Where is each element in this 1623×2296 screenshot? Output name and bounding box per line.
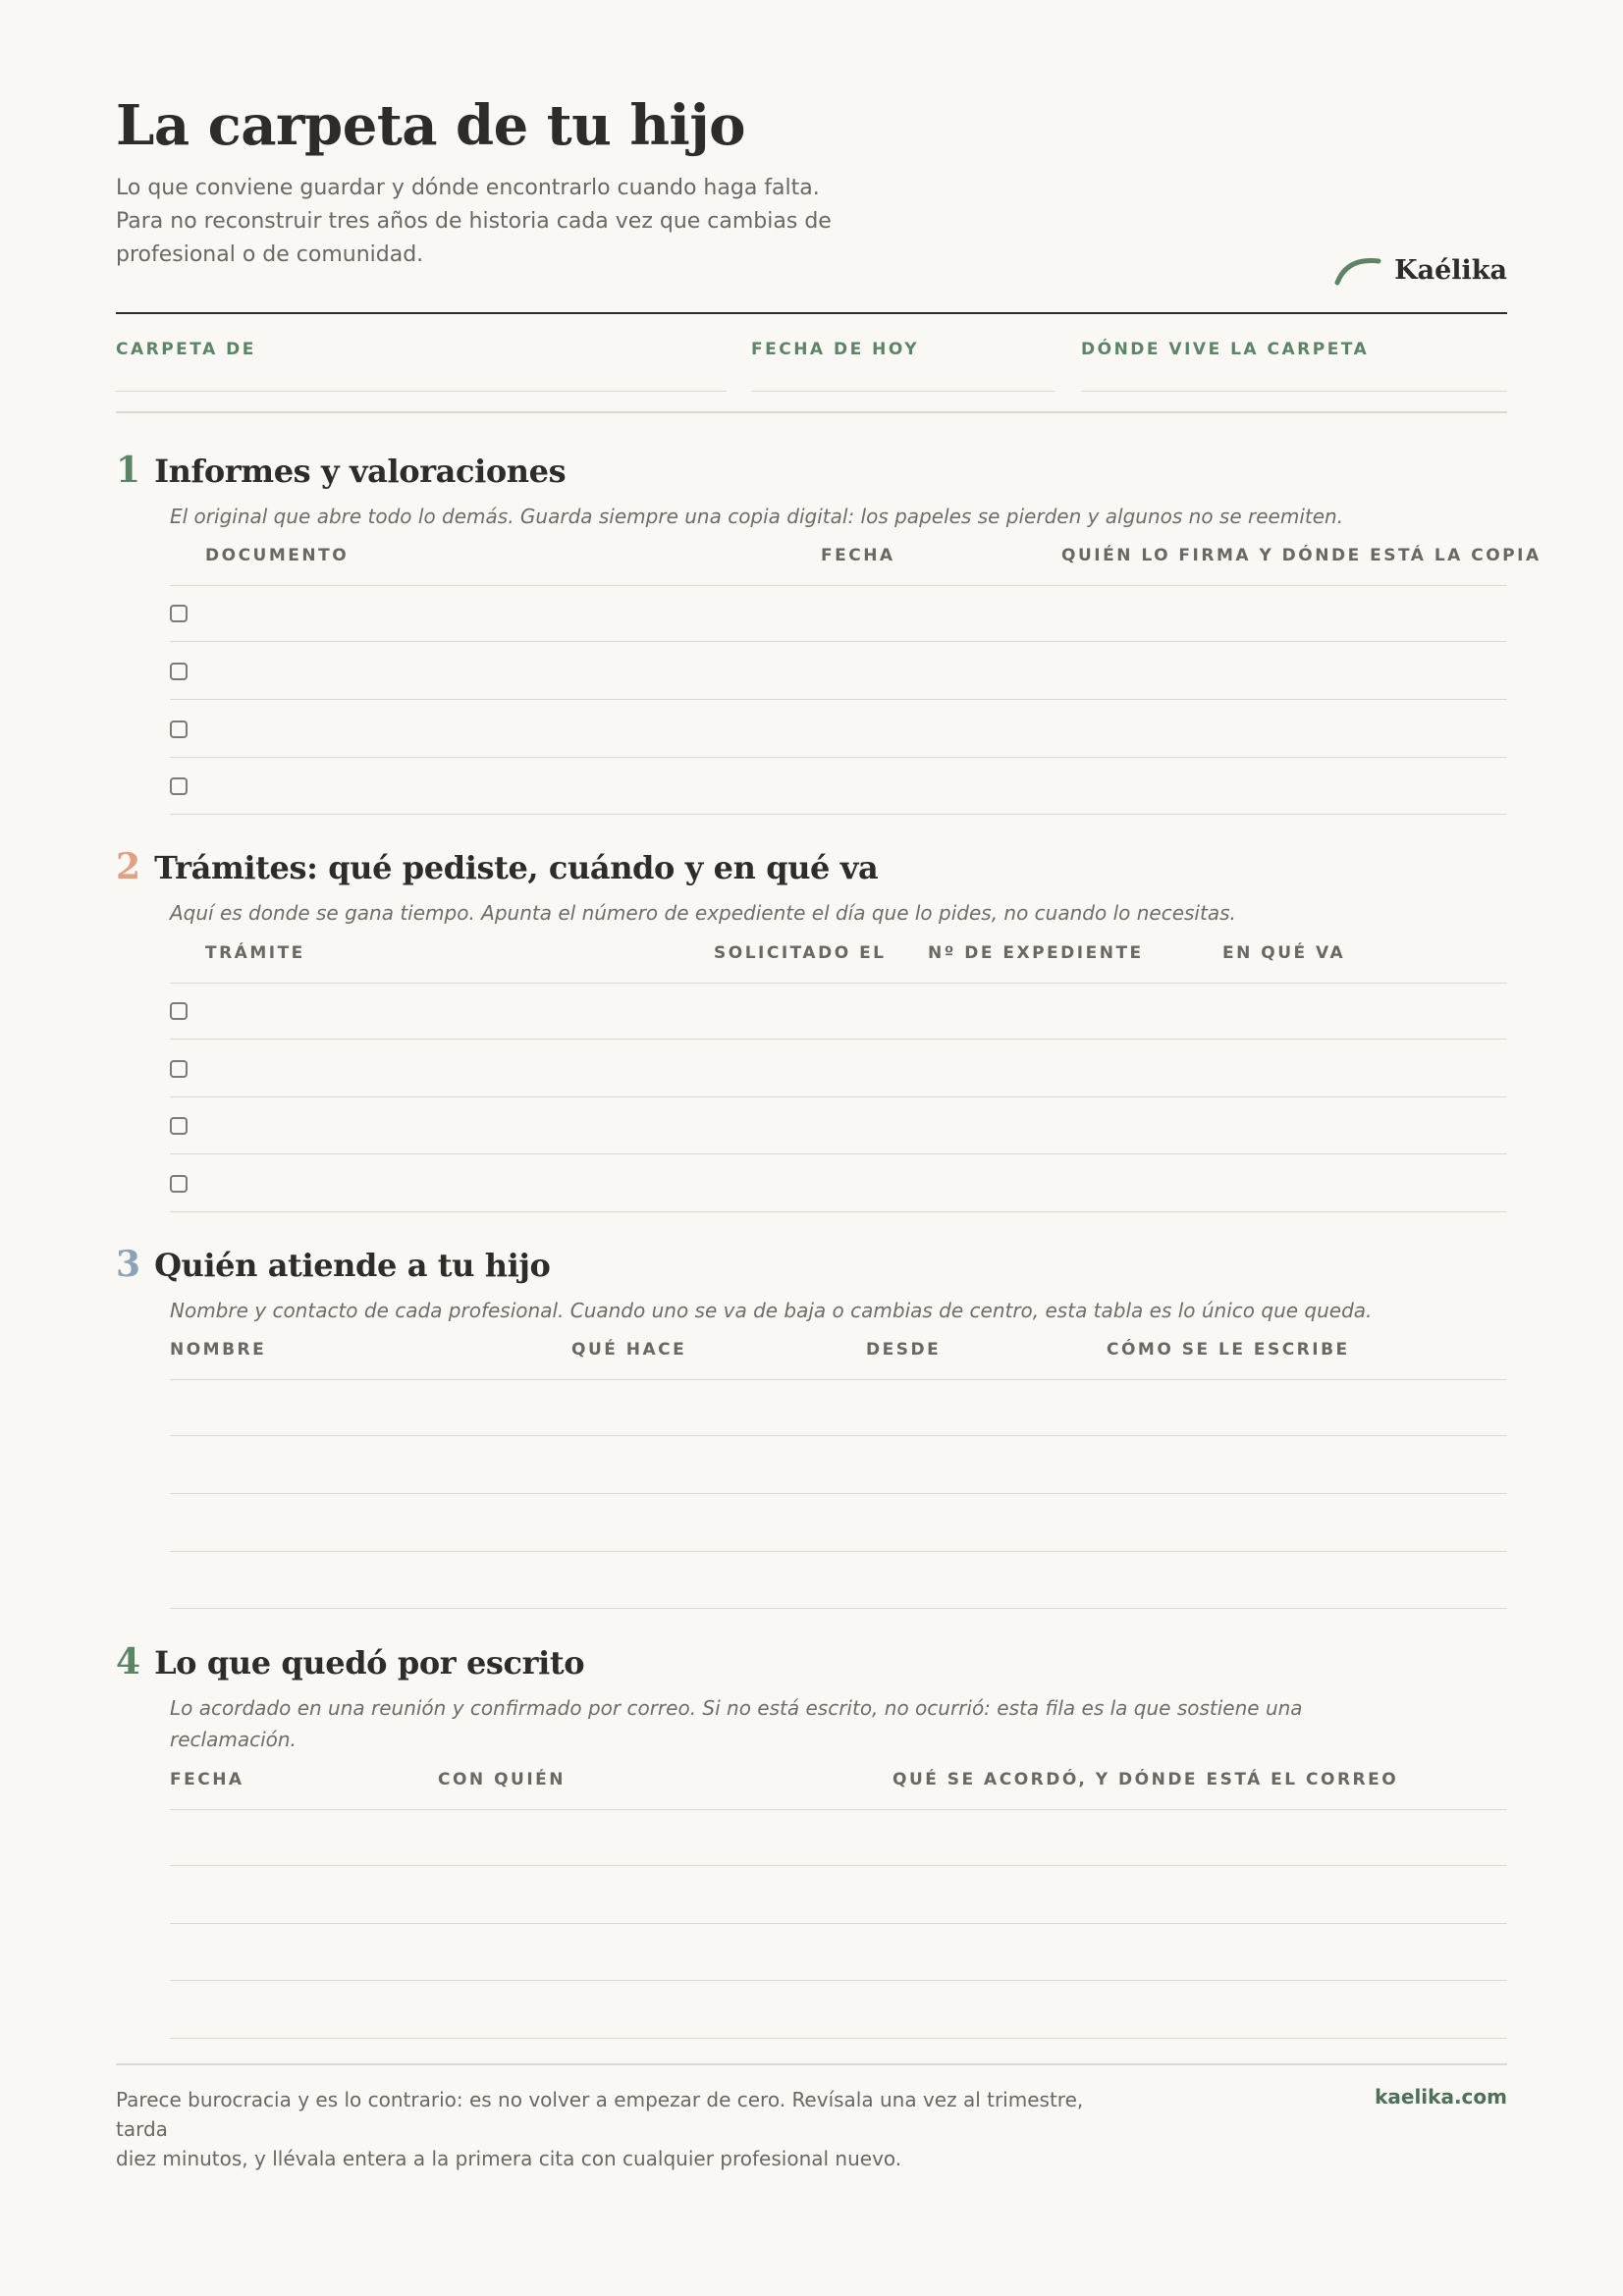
column-header: EN QUÉ VA	[1222, 943, 1346, 963]
checkbox[interactable]	[170, 1002, 188, 1020]
column-headers	[170, 1770, 1507, 1810]
table-row[interactable]	[170, 642, 1507, 700]
section-heading	[116, 846, 878, 887]
meta-field-donde[interactable]	[1081, 340, 1507, 392]
footer-note-line: diez minutos, y llévala entera a la primera cita con cualquier profesional nuevo.	[116, 2147, 902, 2170]
footer-site-link[interactable]: kaelika.com	[1375, 2085, 1507, 2109]
column-header: TRÁMITE	[205, 943, 305, 963]
table-row[interactable]	[170, 1981, 1507, 2039]
table-row[interactable]	[170, 1378, 1507, 1436]
table-row[interactable]	[170, 1096, 1507, 1154]
footer-divider	[116, 2063, 1507, 2065]
section-number: 4	[116, 1641, 141, 1682]
table-row[interactable]	[170, 700, 1507, 758]
section-informes	[116, 450, 1542, 813]
meta-field-carpeta[interactable]	[116, 340, 727, 392]
meta-fields	[116, 340, 1507, 391]
section-description: Aquí es donde se gana tiempo. Apunta el número de expediente el día que lo pides, no cuando lo necesitas.	[170, 901, 1236, 925]
section-heading	[116, 450, 566, 491]
column-header: QUIÉN LO FIRMA Y DÓNDE ESTÁ LA COPIA	[1061, 546, 1542, 565]
column-header: CON QUIÉN	[438, 1770, 566, 1789]
column-headers	[170, 1340, 1507, 1380]
section-por-escrito	[116, 1641, 1507, 2044]
checkbox[interactable]	[170, 1117, 188, 1135]
section-profesionales	[116, 1244, 1507, 1607]
page-subtitle	[116, 172, 862, 272]
table-row[interactable]	[170, 757, 1507, 815]
page	[116, 0, 1542, 2296]
column-header: Nº DE EXPEDIENTE	[928, 943, 1144, 963]
section-heading	[116, 1641, 584, 1682]
column-headers	[170, 546, 1542, 586]
table-row[interactable]	[170, 982, 1507, 1040]
table-row[interactable]	[170, 1923, 1507, 1981]
column-header: DESDE	[866, 1340, 942, 1360]
table-row[interactable]	[170, 1040, 1507, 1097]
footer-note-line: Parece burocracia y es lo contrario: es no volver a empezar de cero. Revísala una vez al trimestre, tarda	[116, 2088, 1084, 2141]
meta-label: FECHA DE HOY	[751, 340, 920, 359]
checkbox[interactable]	[170, 721, 188, 738]
section-title: Quién atiende a tu hijo	[154, 1247, 551, 1284]
table-row[interactable]	[170, 584, 1507, 642]
table-row[interactable]	[170, 1494, 1507, 1552]
footer-note	[116, 2085, 1127, 2173]
subtitle-line: profesional o de comunidad.	[116, 242, 424, 267]
subtitle-line: Lo que conviene guardar y dónde encontrarlo cuando haga falta.	[116, 176, 820, 200]
section-description: Lo acordado en una reunión y confirmado por correo. Si no está escrito, no ocurrió: esta fila es la que sostiene una reclamación.	[170, 1696, 1303, 1751]
header-divider	[116, 312, 1507, 314]
section-tramites	[116, 846, 1507, 1209]
table-row[interactable]	[170, 1154, 1507, 1212]
section-description: El original que abre todo lo demás. Guarda siempre una copia digital: los papeles se pierden y algunos no se reemiten.	[170, 505, 1344, 528]
column-header: CÓMO SE LE ESCRIBE	[1107, 1340, 1350, 1360]
column-header: FECHA	[821, 546, 895, 565]
table-row[interactable]	[170, 1808, 1507, 1866]
table-row[interactable]	[170, 1436, 1507, 1494]
brand-name: Kaélika	[1394, 254, 1507, 286]
checkbox[interactable]	[170, 1175, 188, 1193]
column-header: DOCUMENTO	[205, 546, 350, 565]
meta-label: DÓNDE VIVE LA CARPETA	[1081, 340, 1370, 359]
section-title: Lo que quedó por escrito	[154, 1644, 585, 1682]
column-header: SOLICITADO EL	[714, 943, 887, 963]
section-description: Nombre y contacto de cada profesional. Cuando uno se va de baja o cambias de centro, esta tabla es lo único que queda.	[170, 1299, 1373, 1322]
column-headers	[170, 943, 1507, 984]
checkbox[interactable]	[170, 605, 188, 622]
section-number: 3	[116, 1244, 141, 1285]
checkbox[interactable]	[170, 663, 188, 680]
table-row[interactable]	[170, 1866, 1507, 1924]
meta-field-fecha[interactable]	[751, 340, 1055, 392]
subtitle-line: Para no reconstruir tres años de historia cada vez que cambias de	[116, 209, 832, 234]
arc-logo-icon	[1333, 253, 1382, 287]
meta-label: CARPETA DE	[116, 340, 256, 359]
page-title: La carpeta de tu hijo	[116, 93, 745, 158]
section-title: Trámites: qué pediste, cuándo y en qué va	[154, 849, 879, 886]
table-row[interactable]	[170, 1551, 1507, 1609]
column-header: FECHA	[170, 1770, 244, 1789]
checkbox[interactable]	[170, 777, 188, 795]
meta-divider	[116, 411, 1507, 413]
column-header: NOMBRE	[170, 1340, 267, 1360]
section-title: Informes y valoraciones	[154, 453, 567, 490]
section-number: 1	[116, 450, 141, 491]
column-header: QUÉ HACE	[571, 1340, 687, 1360]
column-header: QUÉ SE ACORDÓ, Y DÓNDE ESTÁ EL CORREO	[893, 1770, 1399, 1789]
section-number: 2	[116, 846, 141, 887]
section-heading	[116, 1244, 551, 1285]
checkbox[interactable]	[170, 1060, 188, 1078]
brand-logo	[1333, 253, 1507, 287]
